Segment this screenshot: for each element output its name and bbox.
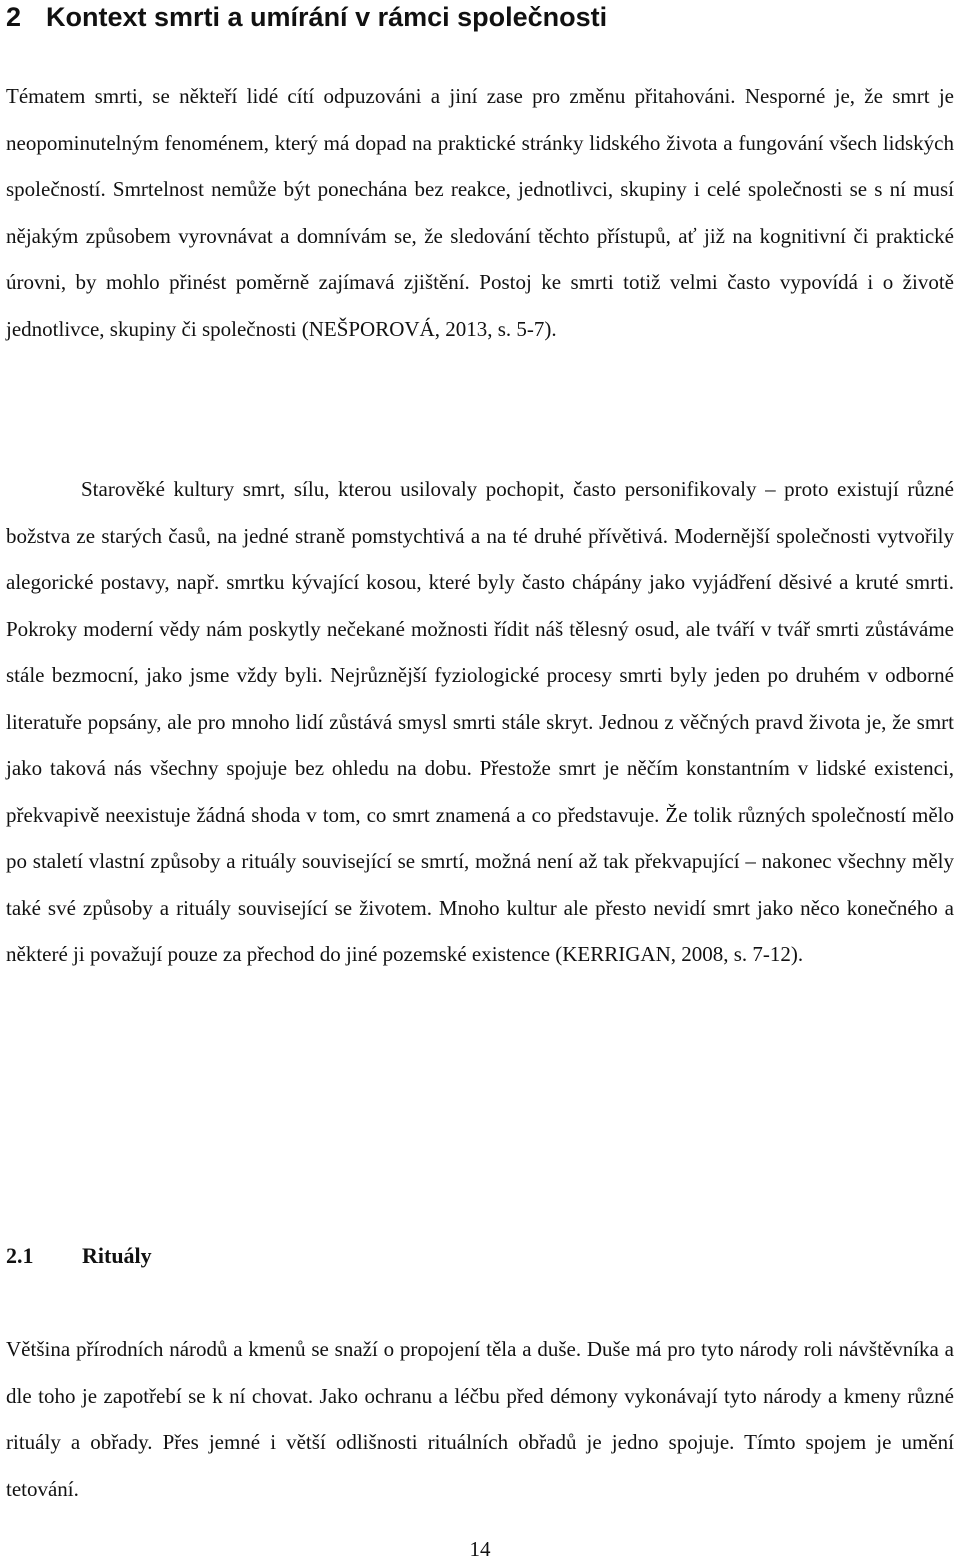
chapter-title: Kontext smrti a umírání v rámci společnosti [46,2,608,32]
page-number: 14 [469,1537,491,1561]
section-number: 2.1 [6,1243,34,1268]
paragraph-intro: Tématem smrti, se někteří lidé cítí odpuzováni a jiní zase pro změnu přitahováni. Nesporné je, že smrt je neopominutelným fenoménem, který má dopad na praktické stránky lidského života a fungování všech lidských společností. Smrtelnost nemůže být ponechána bez reakce, jednotlivci, skupiny i celé společnosti se s ní musí nějakým způsobem vyrovnávat a domnívám se, že sledování těchto přístupů, ať již na kognitivní či praktické úrovni, by mohlo přinést poměrně zajímavá zjištění. Postoj ke smrti totiž velmi často vypovídá i o životě jednotlivce, skupiny či společnosti (NEŠPOROVÁ, 2013, s. 5-7). [6,84,954,341]
chapter-heading [6,1,607,33]
paragraph-ancient-cultures: Starověké kultury smrt, sílu, kterou usilovaly pochopit, často personifikovaly – proto existují různé božstva ze starých časů, na jedné straně pomstychtivá a na té druhé přívětivá. Modernější společnosti vytvořily alegorické postavy, např. smrtku kývající kosou, které byly často chápány jako vyjádření děsivé a kruté smrti. Pokroky moderní vědy nám poskytly nečekané možnosti řídit náš tělesný osud, ale tváří v tvář smrti zůstáváme stále bezmocní, jako jsme vždy byli. Nejrůznější fyziologické procesy smrti byly jeden po druhém v odborné literatuře popsány, ale pro mnoho lidí zůstává smysl smrti stále skryt. Jednou z věčných pravd života je, že smrt jako taková nás všechny spojuje bez ohledu na dobu. Přestože smrt je něčím konstantním v lidské existenci, překvapivě neexistuje žádná shoda v tom, co smrt znamená a co představuje. Že tolik různých společností mělo po staletí vlastní způsoby a rituály související se smrtí, možná není až tak překvapující – nakonec všechny měly také své způsoby a rituály související se životem. Mnoho kultur ale přesto nevidí smrt jako něco konečného a některé ji považují pouze za přechod do jiné pozemské existence (KERRIGAN, 2008, s. 7-12). [6,477,954,966]
section-title: Rituály [82,1243,152,1268]
chapter-number: 2 [6,2,22,32]
paragraph-rituals: Většina přírodních národů a kmenů se snaží o propojení těla a duše. Duše má pro tyto národy roli návštěvníka a dle toho je zapotřebí se k ní chovat. Jako ochranu a léčbu před démony vykonávají tyto národy a kmeny různé rituály a obřady. Přes jemné i větší odlišnosti rituálních obřadů je jedno spojuje. Tímto spojem je umění tetování. [6,1337,954,1501]
section-heading [6,1241,152,1271]
